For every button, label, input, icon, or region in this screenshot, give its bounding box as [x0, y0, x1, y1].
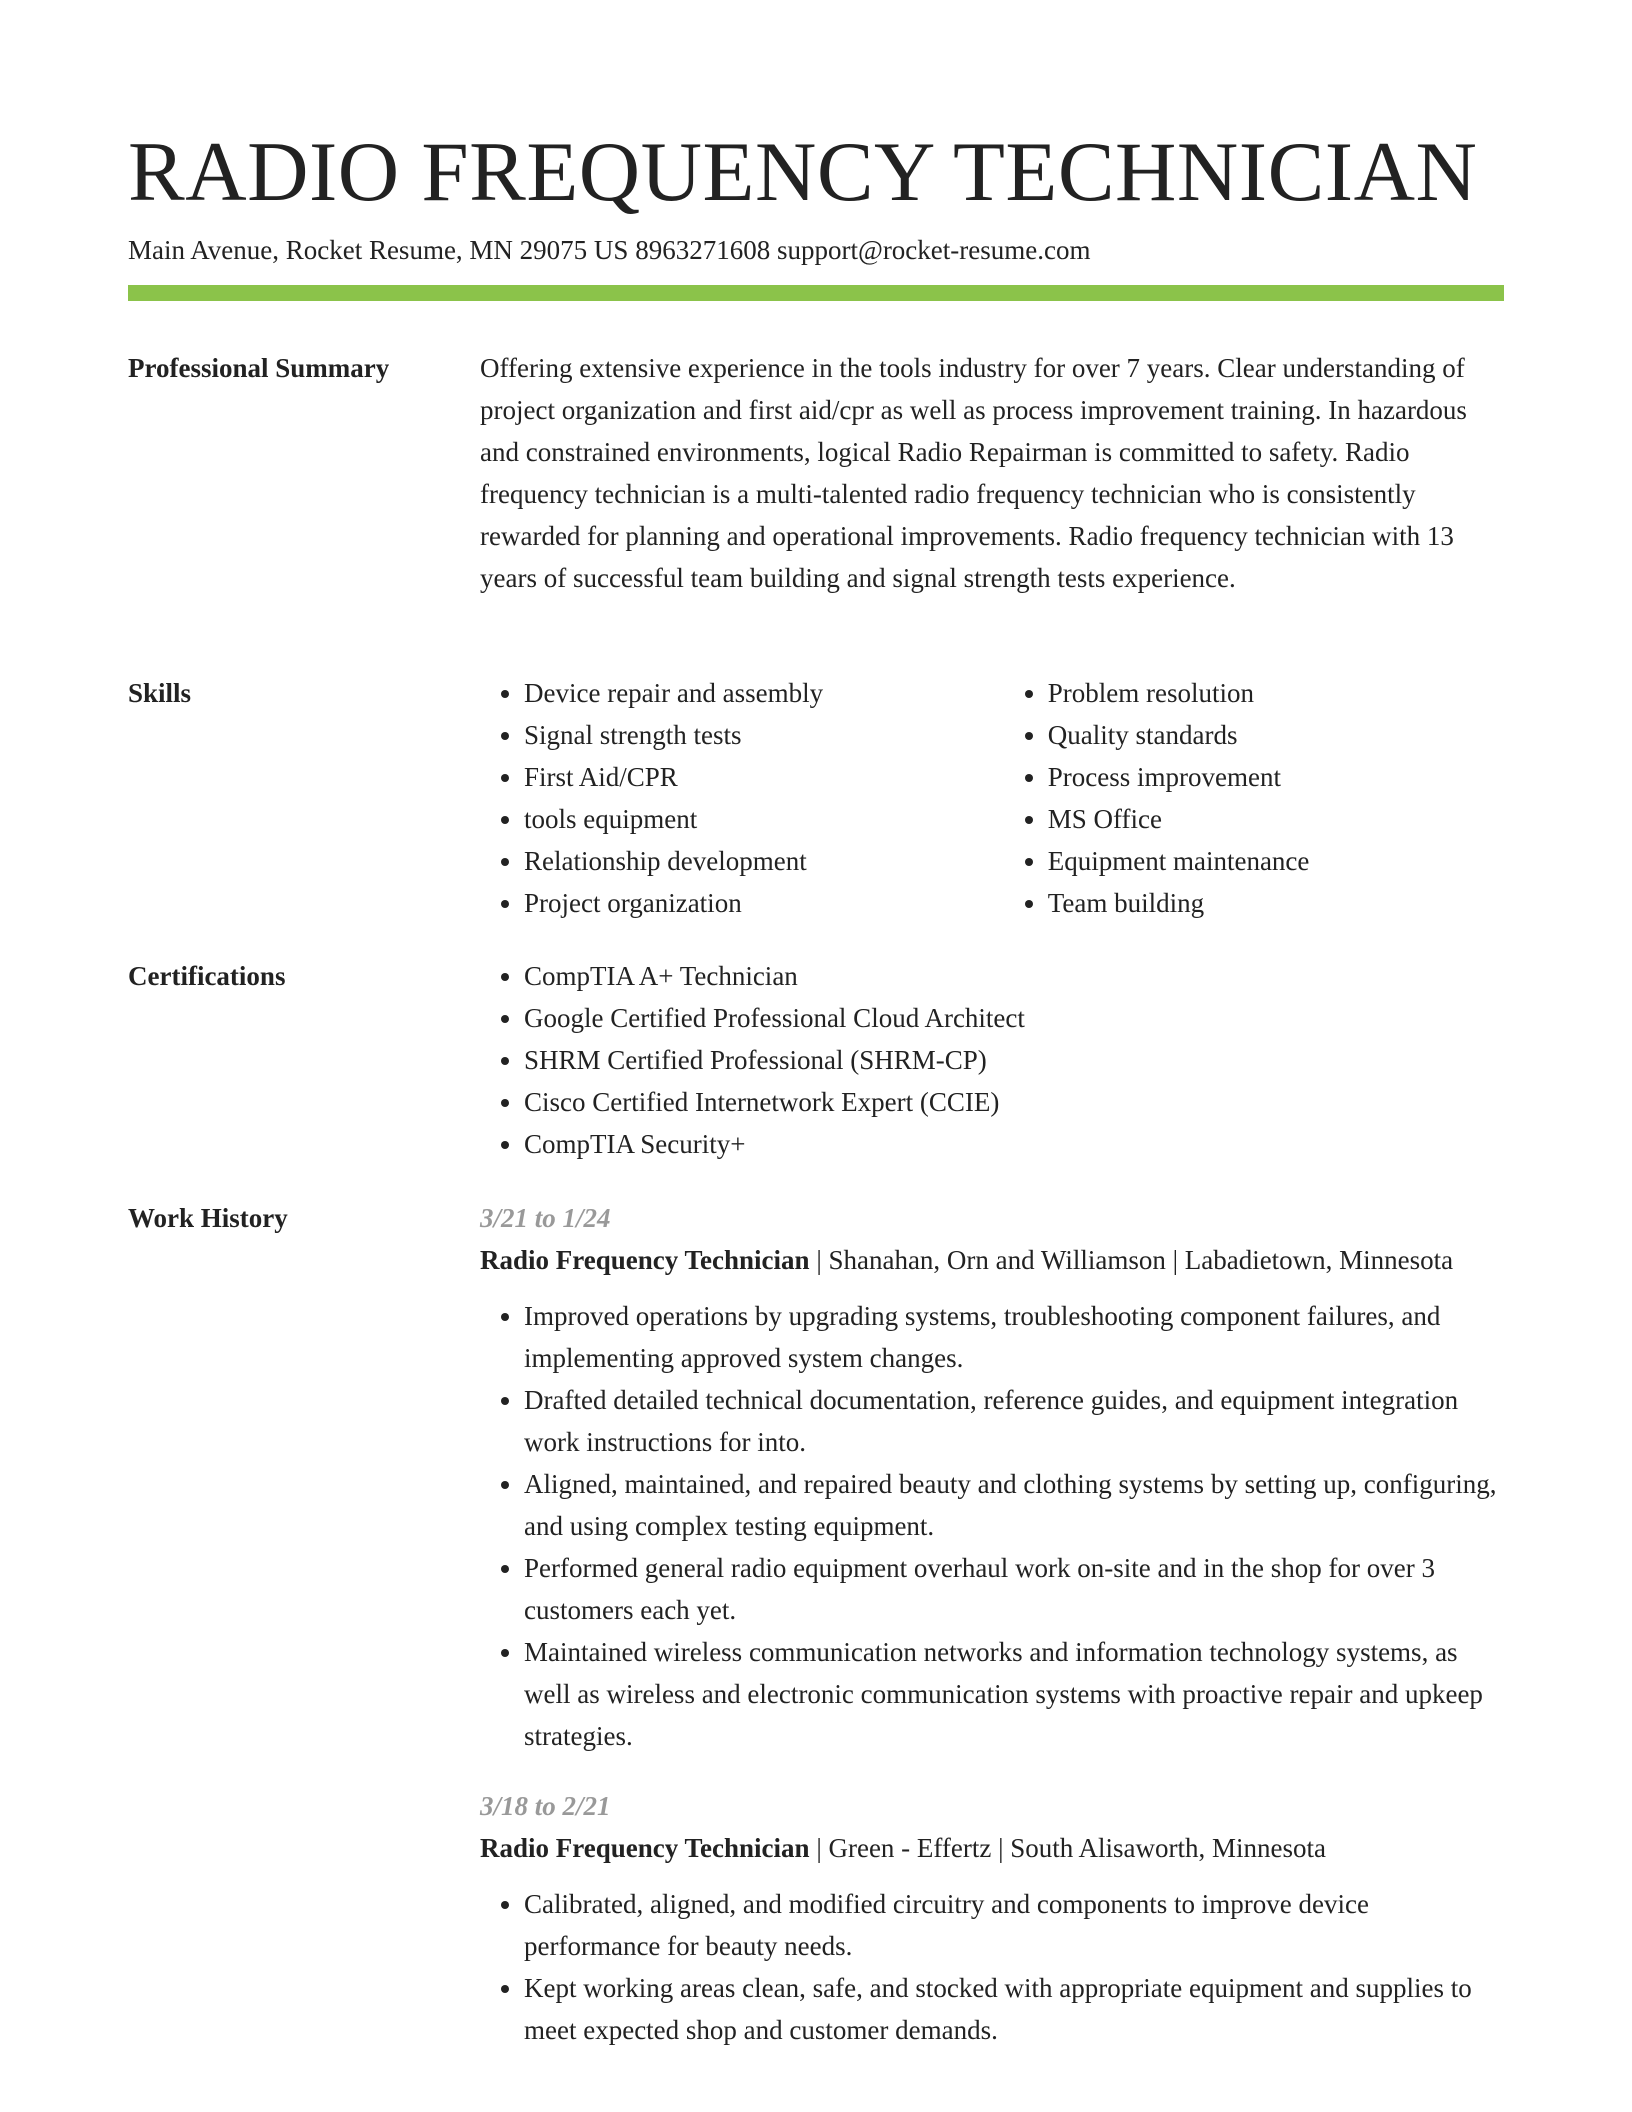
- certifications-label: Certifications: [128, 961, 286, 991]
- certification-item: • CompTIA A+ Technician: [524, 955, 1504, 997]
- job-bullet: • Kept working areas clean, safe, and stocked with appropriate equipment and supplies to meet expected shop and customer demands.: [524, 1967, 1504, 2051]
- header-divider: [128, 285, 1504, 301]
- certification-item: • CompTIA Security+: [524, 1123, 1504, 1165]
- job-header: [480, 1239, 1504, 1281]
- certification-item: • SHRM Certified Professional (SHRM-CP): [524, 1039, 1504, 1081]
- job-entry: [480, 1785, 1504, 2051]
- work-history-label: Work History: [128, 1203, 288, 1233]
- job-bullet: • Drafted detailed technical documentation, reference guides, and equipment integration work instructions for into.: [524, 1379, 1504, 1463]
- skills-right-list: [1004, 672, 1504, 924]
- certifications-list: [480, 955, 1504, 1165]
- skill-item: • Problem resolution: [1048, 672, 1504, 714]
- certification-item: • Google Certified Professional Cloud Architect: [524, 997, 1504, 1039]
- job-header: [480, 1827, 1504, 1869]
- job-bullet: • Calibrated, aligned, and modified circuitry and components to improve device performance for beauty needs.: [524, 1883, 1504, 1967]
- job-bullet: • Performed general radio equipment overhaul work on-site and in the shop for over 3 customers each yet.: [524, 1547, 1504, 1631]
- summary-label: Professional Summary: [128, 353, 390, 383]
- job-bullet: • Aligned, maintained, and repaired beauty and clothing systems by setting up, configuring, and using complex testing equipment.: [524, 1463, 1504, 1547]
- job-bullet: • Improved operations by upgrading systems, troubleshooting component failures, and implementing approved system changes.: [524, 1295, 1504, 1379]
- skill-item: • tools equipment: [524, 798, 944, 840]
- summary-text: Offering extensive experience in the tools industry for over 7 years. Clear understanding of project organization and first aid/cpr as well as process improvement training. In hazardous and constrained environments, logical Radio Repairman is committed to safety. Radio frequency technician is a multi-talented radio frequency technician who is consistently rewarded for planning and operational improvements. Radio frequency technician with 13 years of successful team building and signal strength tests experience.: [480, 353, 1467, 593]
- contact-line: Main Avenue, Rocket Resume, MN 29075 US 8963271608 support@rocket-resume.com: [128, 235, 1091, 265]
- job-role: Radio Frequency Technician: [480, 1833, 810, 1863]
- job-bullet: • Maintained wireless communication networks and information technology systems, as well as wireless and electronic communication systems with proactive repair and upkeep strategies.: [524, 1631, 1504, 1757]
- skill-item: • Team building: [1048, 882, 1504, 924]
- skill-item: • Process improvement: [1048, 756, 1504, 798]
- certification-item: • Cisco Certified Internetwork Expert (CCIE): [524, 1081, 1504, 1123]
- job-entry: [480, 1197, 1504, 1757]
- job-dates: 3/18 to 2/21: [480, 1791, 611, 1821]
- skill-item: • Signal strength tests: [524, 714, 944, 756]
- job-bullets: [480, 1883, 1504, 2051]
- skill-item: • MS Office: [1048, 798, 1504, 840]
- resume-title: RADIO FREQUENCY TECHNICIAN: [128, 125, 1478, 219]
- job-role: Radio Frequency Technician: [480, 1245, 810, 1275]
- job-details: | Shanahan, Orn and Williamson | Labadietown, Minnesota: [809, 1245, 1454, 1275]
- skill-item: • Equipment maintenance: [1048, 840, 1504, 882]
- skill-item: • Device repair and assembly: [524, 672, 944, 714]
- skill-item: • Quality standards: [1048, 714, 1504, 756]
- skills-left-list: [480, 672, 944, 924]
- skill-item: • Project organization: [524, 882, 944, 924]
- job-dates: 3/21 to 1/24: [480, 1203, 611, 1233]
- job-bullets: [480, 1295, 1504, 1757]
- skill-item: • Relationship development: [524, 840, 944, 882]
- skill-item: • First Aid/CPR: [524, 756, 944, 798]
- skills-label: Skills: [128, 678, 192, 708]
- job-details: | Green - Effertz | South Alisaworth, Minnesota: [809, 1833, 1327, 1863]
